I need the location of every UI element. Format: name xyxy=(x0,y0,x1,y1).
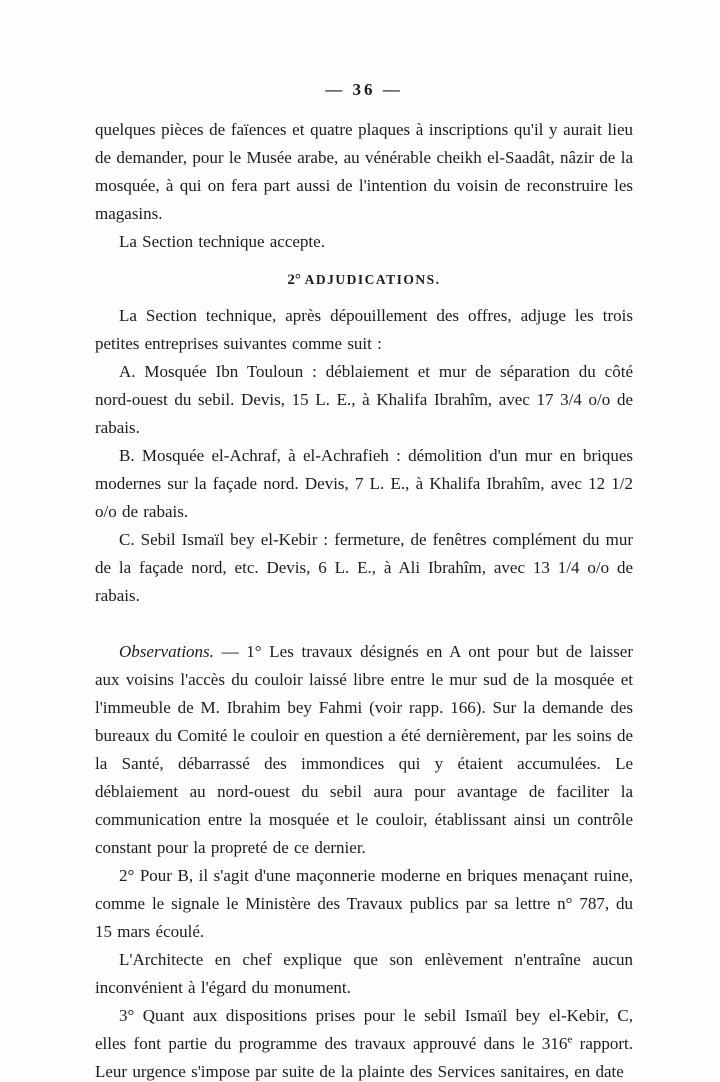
paragraph-section-accepts: La Section technique accepte. xyxy=(119,232,325,251)
third-point-text-after: rapport. Leur urgence s'impose par suite de la plainte des Services sanitaires, en date xyxy=(95,1034,634,1081)
paragraph-third-point xyxy=(95,1002,633,1082)
observations-dash: — xyxy=(213,642,247,661)
page-number: — 36 — xyxy=(325,80,403,99)
paragraph-item-b: B. Mosquée el-Achraf, à el-Achrafieh : démolition d'un mur en briques modernes sur la façade nord. Devis, 7 L. E., à Khalifa Ibrahîm, avec 12 1/2 o/o de rabais. xyxy=(95,446,633,521)
observations-label: Observations. xyxy=(119,642,214,661)
paragraph-item-c: C. Sebil Ismaïl bey el-Kebir : fermeture, de fenêtres complément du mur de la façade nord, etc. Devis, 6 L. E., à Ali Ibrahîm, avec 13 1/4 o/o de rabais. xyxy=(95,530,633,605)
third-point-superscript: e xyxy=(567,1033,573,1046)
section-heading-adjudications xyxy=(95,269,633,291)
paragraph-observations xyxy=(95,638,633,862)
page-content xyxy=(95,80,633,1082)
paragraph-architecte: L'Architecte en chef explique que son enlèvement n'entraîne aucun inconvénient à l'égard du monument. xyxy=(95,950,633,997)
paragraph-second-point: 2° Pour B, il s'agit d'une maçonnerie moderne en briques menaçant ruine, comme le signale le Ministère des Travaux publics par sa lettre n° 787, du 15 mars écoulé. xyxy=(95,866,633,941)
section-heading-number: 2° xyxy=(287,272,301,288)
third-point-text-before: 3° Quant aux dispositions prises pour le sebil Ismaïl bey el-Kebir, C, elles font partie du programme des travaux approuvé dans le 316 xyxy=(95,1006,633,1053)
section-heading-title: ADJUDICATIONS. xyxy=(304,272,441,287)
paragraph-item-a: A. Mosquée Ibn Touloun : déblaiement et mur de séparation du côté nord-ouest du sebil. Devis, 15 L. E., à Khalifa Ibrahîm, avec 17 3/4 o/o de rabais. xyxy=(95,362,633,437)
observations-body: 1° Les travaux désignés en A ont pour but de laisser aux voisins l'accès du couloir laissé libre entre le mur sud de la mosquée et l'immeuble de M. Ibrahim bey Fahmi (voir rapp. 166). Sur la demande des bureaux du Comité le couloir en question a été dernièrement, par les soins de la Santé, débarrassé des immondices qui y étaient accumulées. Le déblaiement au nord-ouest du sebil aura pour avantage de faciliter la communication entre la mosquée et le couloir, établissant ainsi un contrôle constant pour la propreté de ce dernier. xyxy=(95,642,633,857)
paragraph-continuation: quelques pièces de faïences et quatre plaques à inscriptions qu'il y aurait lieu de demander, pour le Musée arabe, au vénérable cheikh el-Saadât, nâzir de la mosquée, à qui on fera part aussi de l'intention du voisin de reconstruire les magasins. xyxy=(95,120,633,223)
paragraph-intro-adjudications: La Section technique, après dépouillement des offres, adjuge les trois petites entreprises suivantes comme suit : xyxy=(95,306,633,353)
